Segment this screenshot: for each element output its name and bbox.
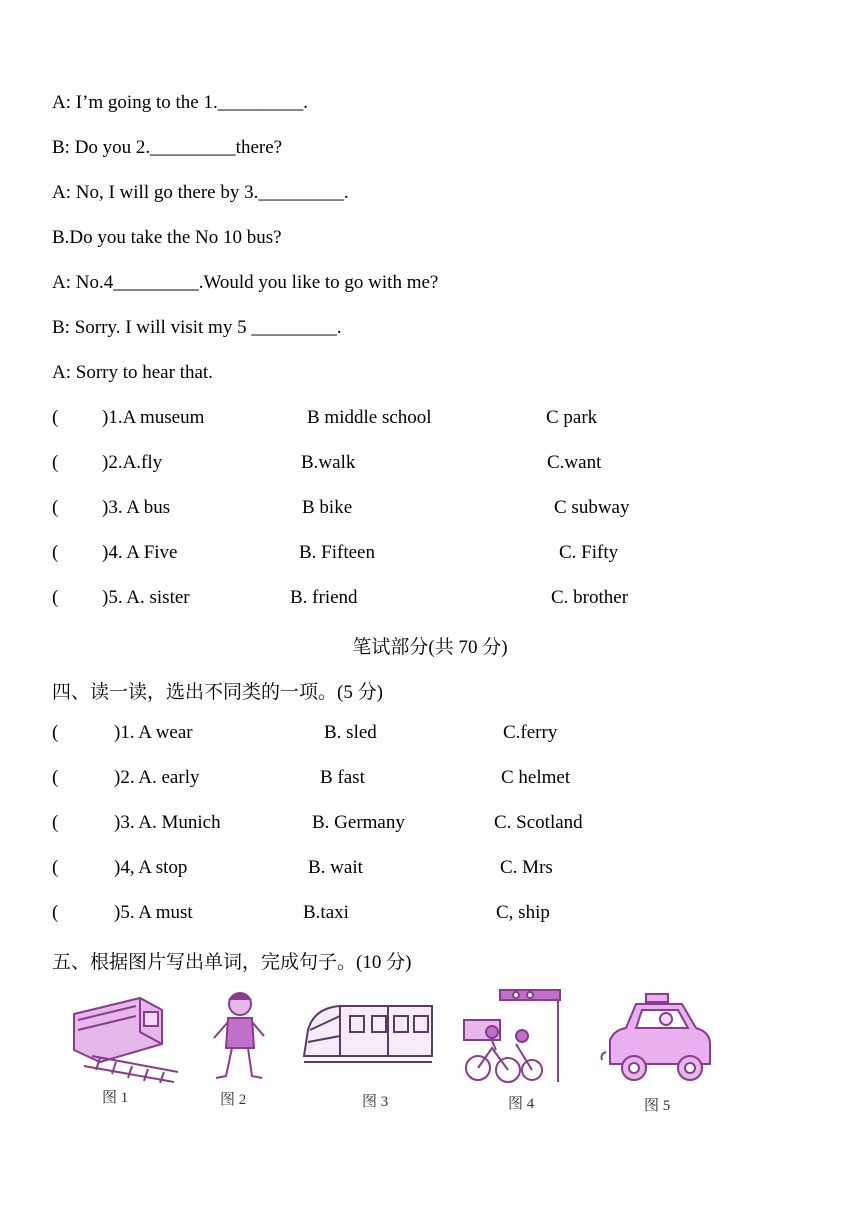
dialogue-line-2: B: Do you 2._________there? bbox=[52, 137, 283, 158]
option-c: C park bbox=[546, 407, 598, 428]
option-b: B. Germany bbox=[312, 812, 405, 833]
option-c: C, ship bbox=[496, 902, 550, 923]
dialogue-line-1: A: I’m going to the 1._________. bbox=[52, 92, 308, 113]
written-section-header: 笔试部分(共 70 分) bbox=[352, 637, 508, 658]
section4-question-5 bbox=[52, 902, 812, 926]
figure-caption-3: 图 3 bbox=[362, 1094, 389, 1110]
listening-question-3 bbox=[52, 497, 812, 521]
option-b: B.taxi bbox=[303, 902, 349, 923]
option-c: C helmet bbox=[501, 767, 571, 788]
option-c: C. brother bbox=[551, 587, 629, 608]
option-a: )5. A. sister bbox=[102, 587, 190, 608]
option-c: C.ferry bbox=[503, 722, 558, 743]
dialogue-line-6: B: Sorry. I will visit my 5 _________. bbox=[52, 317, 342, 338]
option-b: B. sled bbox=[324, 722, 377, 743]
picture-strip bbox=[52, 986, 742, 1116]
listening-question-1 bbox=[52, 407, 812, 431]
option-b: B bike bbox=[302, 497, 353, 518]
option-b: B middle school bbox=[307, 407, 432, 428]
answer-paren: ( bbox=[52, 497, 59, 518]
option-b: B. wait bbox=[308, 857, 363, 878]
figure-caption-5: 图 5 bbox=[644, 1098, 671, 1114]
answer-paren: ( bbox=[52, 857, 59, 878]
dialogue-line-4: B.Do you take the No 10 bus? bbox=[52, 227, 282, 248]
listening-question-4 bbox=[52, 542, 812, 566]
dialogue-line-7: A: Sorry to hear that. bbox=[52, 362, 213, 383]
option-a: )2. A. early bbox=[114, 767, 200, 788]
option-a: )3. A. Munich bbox=[114, 812, 221, 833]
answer-paren: ( bbox=[52, 452, 59, 473]
section5-title: 五、根据图片写出单词，完成句子。(10 分) bbox=[52, 952, 412, 973]
dialogue-line-5: A: No.4_________.Would you like to go with me? bbox=[52, 272, 439, 293]
option-a: )5. A must bbox=[114, 902, 193, 923]
listening-question-5 bbox=[52, 587, 812, 611]
traffic-light-bikes-icon bbox=[460, 986, 570, 1088]
option-c: C. Fifty bbox=[559, 542, 619, 563]
option-a: )4. A Five bbox=[102, 542, 178, 563]
answer-paren: ( bbox=[52, 587, 59, 608]
section4-question-2 bbox=[52, 767, 812, 791]
option-a: )4, A stop bbox=[114, 857, 188, 878]
option-c: C.want bbox=[547, 452, 602, 473]
section4-question-1 bbox=[52, 722, 812, 746]
answer-paren: ( bbox=[52, 722, 59, 743]
section4-title: 四、读一读，选出不同类的一项。(5 分) bbox=[52, 682, 383, 703]
option-a: )1.A museum bbox=[102, 407, 205, 428]
section4-question-4 bbox=[52, 857, 812, 881]
answer-paren: ( bbox=[52, 902, 59, 923]
answer-paren: ( bbox=[52, 767, 59, 788]
option-b: B. Fifteen bbox=[299, 542, 375, 563]
figure-caption-4: 图 4 bbox=[508, 1096, 535, 1112]
option-a: )2.A.fly bbox=[102, 452, 163, 473]
option-a: )1. A wear bbox=[114, 722, 193, 743]
dialogue-line-3: A: No, I will go there by 3._________. bbox=[52, 182, 349, 203]
train-icon bbox=[70, 986, 180, 1086]
option-b: B. friend bbox=[290, 587, 358, 608]
answer-paren: ( bbox=[52, 812, 59, 833]
option-b: B fast bbox=[320, 767, 365, 788]
walking-boy-icon bbox=[204, 986, 274, 1086]
answer-paren: ( bbox=[52, 542, 59, 563]
answer-paren: ( bbox=[52, 407, 59, 428]
option-a: )3. A bus bbox=[102, 497, 171, 518]
figure-caption-2: 图 2 bbox=[220, 1092, 247, 1108]
figure-caption-1: 图 1 bbox=[102, 1090, 129, 1106]
option-b: B.walk bbox=[301, 452, 356, 473]
option-c: C subway bbox=[554, 497, 630, 518]
subway-icon bbox=[300, 986, 436, 1086]
option-c: C. Mrs bbox=[500, 857, 553, 878]
option-c: C. Scotland bbox=[494, 812, 583, 833]
section4-question-3 bbox=[52, 812, 812, 836]
listening-question-2 bbox=[52, 452, 812, 476]
taxi-icon bbox=[600, 986, 720, 1090]
